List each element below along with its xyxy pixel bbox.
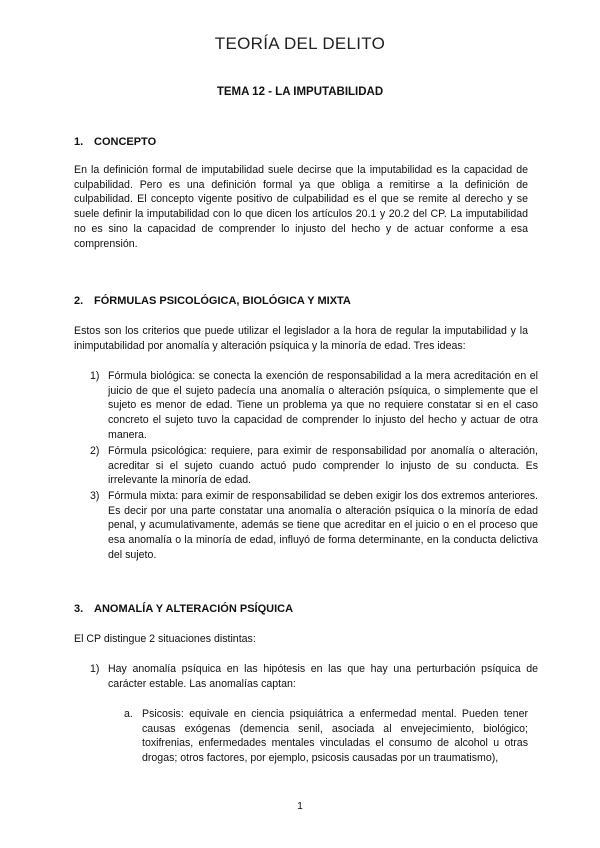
list-item bbox=[90, 444, 538, 488]
topic-title: TEMA 12 - LA IMPUTABILIDAD bbox=[216, 86, 384, 98]
list-item-number: 1) bbox=[90, 663, 100, 675]
section-heading-text: CONCEPTO bbox=[94, 136, 157, 148]
section-number: 3. bbox=[74, 603, 84, 615]
section-heading-concepto bbox=[74, 136, 156, 148]
list-item-text: Fórmula mixta: para eximir de responsabilidad se deben exigir los dos extremos anteriores. Es decir por una parte constatar una anomalía o alteración psíquica o la minoría de edad penal, y acumulativamente, además se tiene que acreditar en el juicio o en el proceso que esa anomalía o la minoría de edad, influyó de forma determinante, en la conducta delictiva del sujeto. bbox=[108, 490, 538, 561]
list-item-text: Fórmula biológica: se conecta la exención de responsabilidad a la mera acreditación en el juicio de que el sujeto padecía una anomalía o alteración psíquica, o simplemente que el sujeto es menor de edad. Tiene un problema ya que no requiere constatar si en el caso concreto el sujeto tuvo la capacidad de comprender lo injusto del hecho y actuar de otra manera. bbox=[108, 370, 538, 441]
list-item-number: 1) bbox=[90, 370, 100, 382]
section-number: 2. bbox=[74, 295, 84, 307]
list-item-number: 3) bbox=[90, 490, 100, 502]
document-title: TEORÍA DEL DELITO bbox=[214, 34, 386, 53]
list-item-text: Hay anomalía psíquica en las hipótesis en las que hay una perturbación psíquica de carácter estable. Las anomalías captan: bbox=[108, 663, 538, 690]
section-number: 1. bbox=[74, 136, 84, 148]
list-item-number: 2) bbox=[90, 445, 100, 457]
list-item bbox=[90, 662, 538, 691]
section-paragraph: En la definición formal de imputabilidad suele decirse que la imputabilidad es la capacidad de culpabilidad. Pero es una definición formal ya que obliga a remitirse a la definición de culpabilidad. El concepto vigente positivo de culpabilidad es el que se remite al derecho y se suele definir la imputabilidad con lo que dicen los artículos 20.1 y 20.2 del CP. La imputabilidad no es sino la capacidad de comprender lo injusto del hecho y de actuar conforme a esa comprensión. bbox=[74, 164, 528, 250]
section-heading-formulas bbox=[74, 295, 351, 307]
sub-list-item-text: Psicosis: equivale en ciencia psiquiátrica a enfermedad mental. Pueden tener causas exógenas (demencia senil, asociada al envejecimiento, biológico; toxifrenias, enfermedades mentales vinculadas el consumo de alcohol u otras drogas; otros factores, por ejemplo, psicosis causadas por un traumatismo), bbox=[142, 708, 528, 765]
sub-list-item bbox=[124, 707, 528, 766]
section-paragraph: El CP distingue 2 situaciones distintas: bbox=[74, 633, 256, 645]
section-heading-text: ANOMALÍA Y ALTERACIÓN PSÍQUICA bbox=[94, 603, 294, 615]
page-number: 1 bbox=[297, 800, 303, 812]
section-paragraph: Estos son los criterios que puede utilizar el legislador a la hora de regular la imputabilidad y la inimputabilidad por anomalía y alteración psíquica y la minoría de edad. Tres ideas: bbox=[74, 325, 528, 352]
section-heading-text: FÓRMULAS PSICOLÓGICA, BIOLÓGICA Y MIXTA bbox=[94, 295, 351, 307]
section-heading-anomalia bbox=[74, 603, 293, 615]
sub-list-item-letter: a. bbox=[124, 708, 133, 720]
list-item bbox=[90, 489, 538, 563]
list-item-text: Fórmula psicológica: requiere, para eximir de responsabilidad por anomalía o alteración, acreditar si el sujeto cuando actuó pudo comprender lo injusto de su conducta. Es irrelevante la minoría de edad. bbox=[108, 445, 538, 487]
list-item bbox=[90, 369, 538, 443]
